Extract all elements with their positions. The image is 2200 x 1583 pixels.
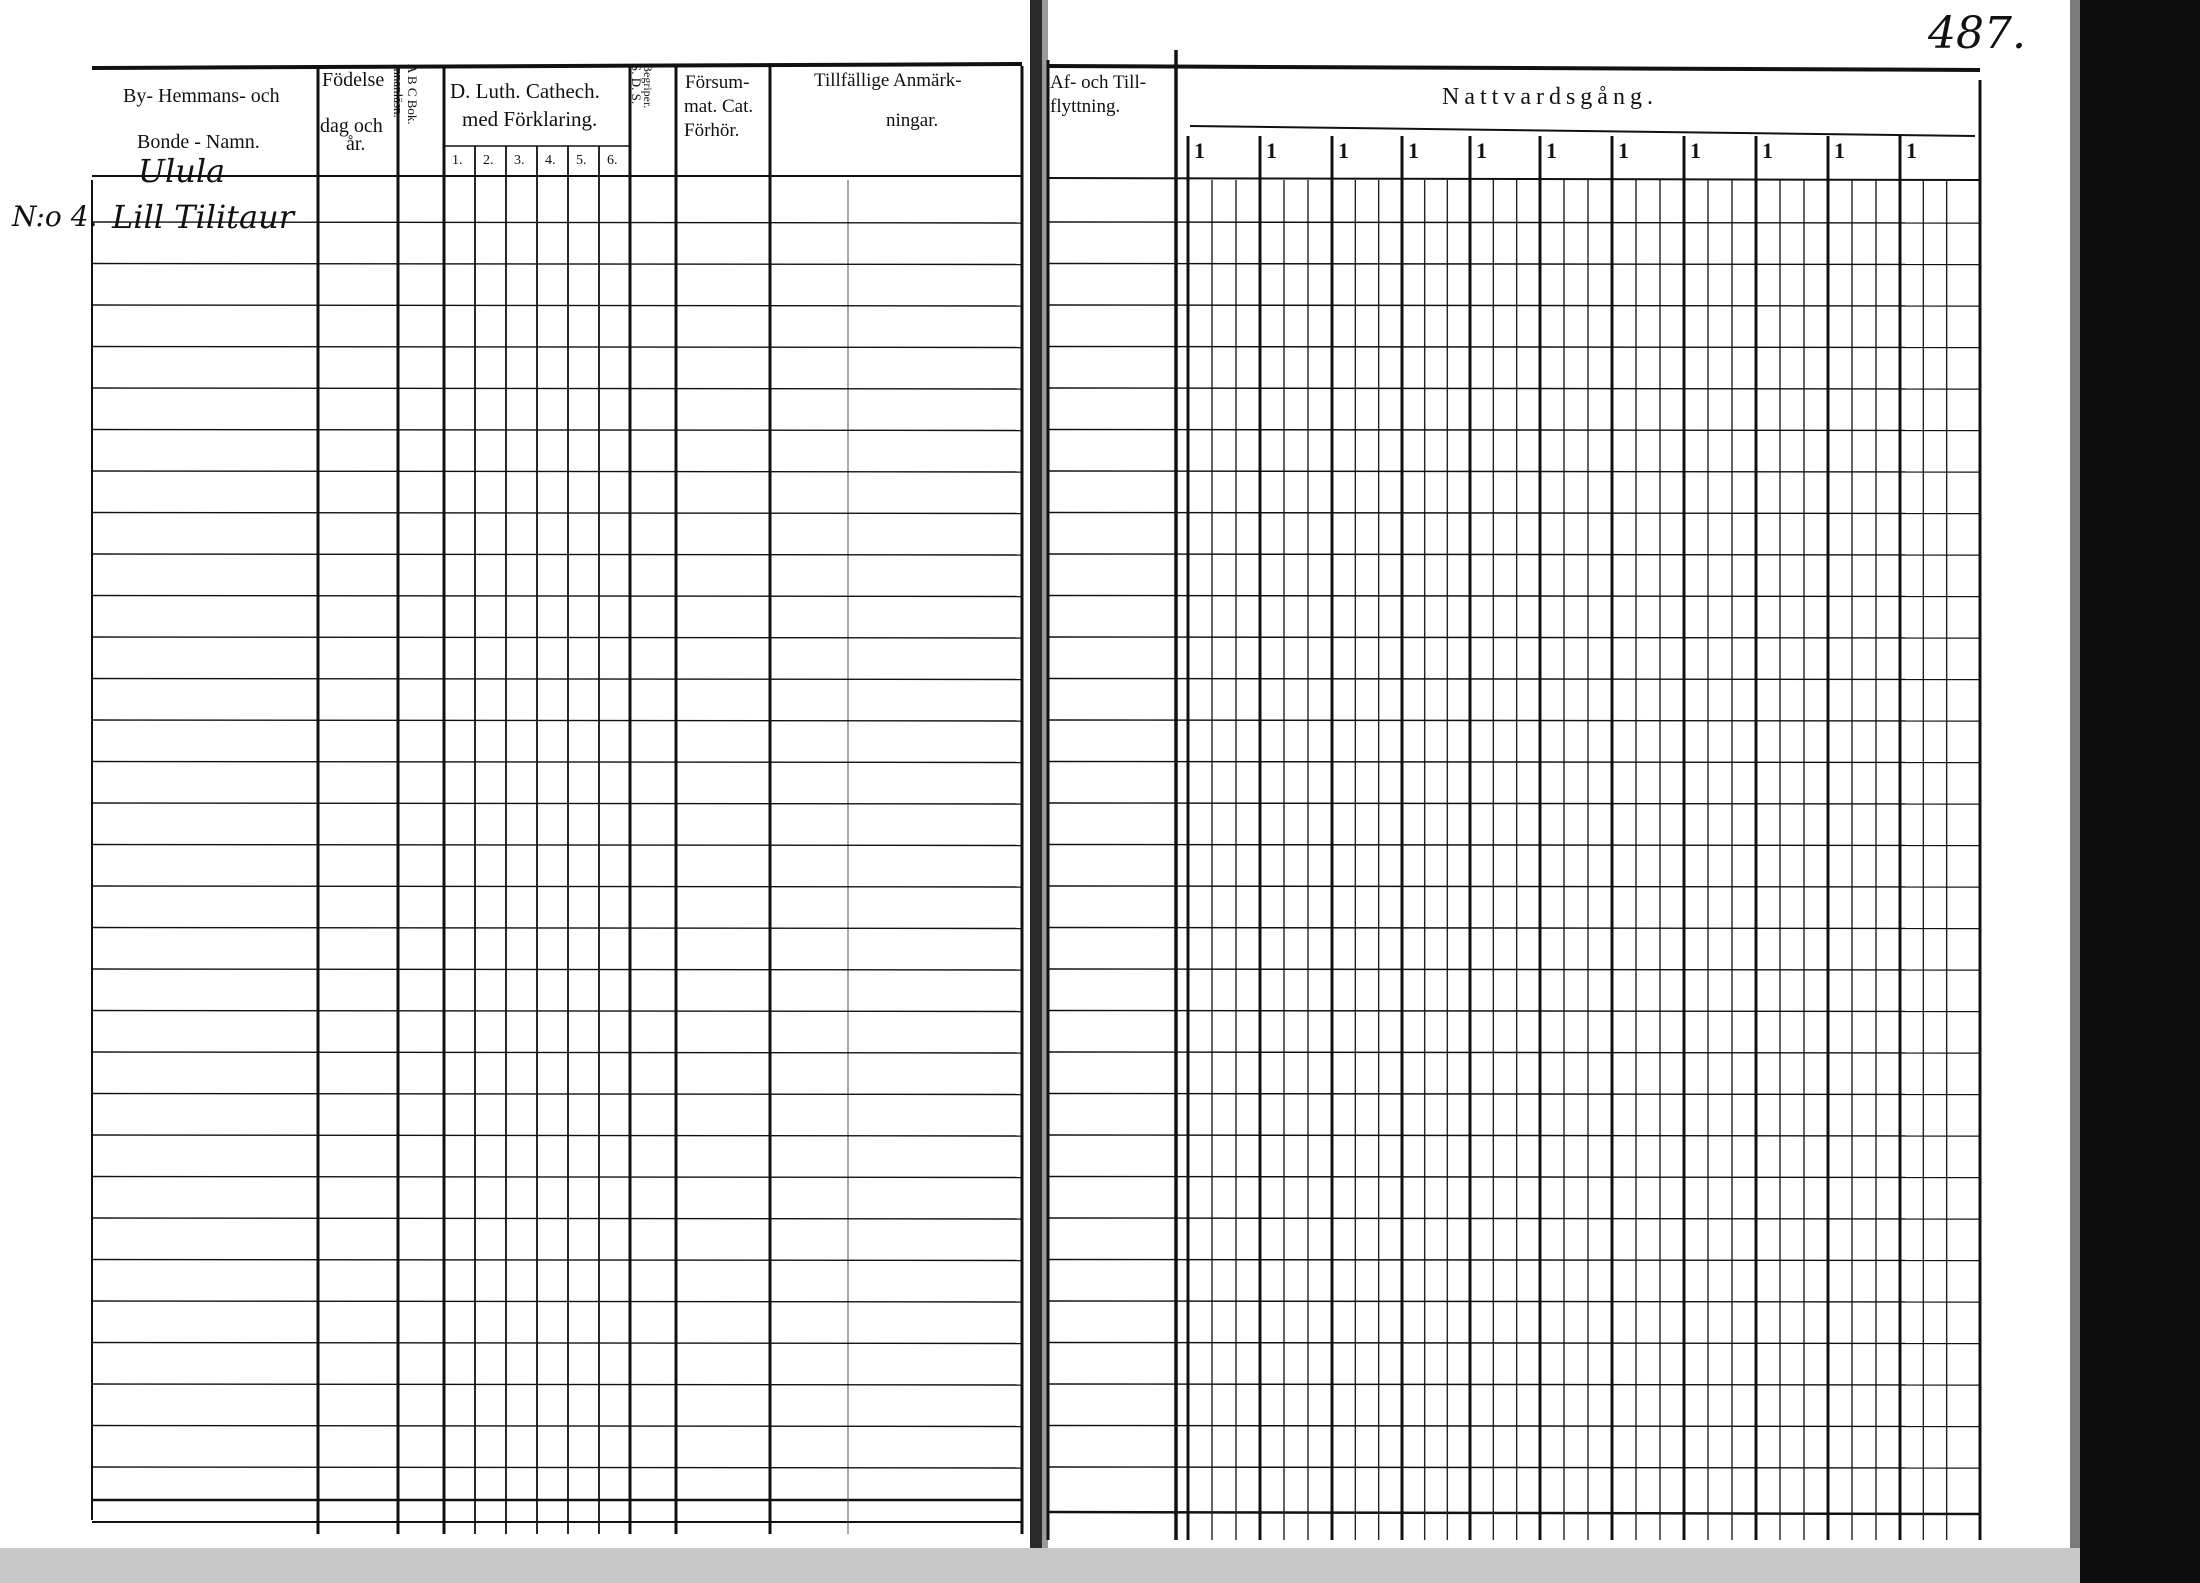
right-row-rule — [1048, 513, 1980, 514]
cathech-col-number: 3. — [514, 153, 525, 168]
header-flyttning-2: flyttning. — [1050, 96, 1121, 117]
right-edge-shadow — [2080, 0, 2200, 1583]
entry-name-1: Ulula — [138, 152, 226, 190]
right-row-rule — [1048, 720, 1980, 721]
left-row-rule — [92, 886, 1022, 887]
header-fodelse-3: år. — [346, 133, 366, 155]
header-abc-2: Innanläsn. — [391, 64, 406, 118]
right-row-rule — [1048, 679, 1980, 680]
left-row-rule — [92, 264, 1022, 265]
header-by-hemmans: By- Hemmans- och — [123, 85, 280, 107]
cathech-col-number: 6. — [607, 153, 618, 168]
nattvard-col-number: 1 — [1690, 138, 1701, 163]
header-cathech-1: D. Luth. Cathech. — [450, 79, 600, 103]
left-row-rule — [92, 969, 1022, 970]
left-row-rule — [92, 928, 1022, 929]
nattvard-col-number: 1 — [1476, 138, 1487, 163]
page-number: 487. — [1928, 8, 2026, 59]
nattvard-col-number: 1 — [1546, 138, 1557, 163]
header-sds-1: S. D. S. — [629, 64, 644, 105]
right-row-rule — [1048, 886, 1980, 887]
nattvard-col-number: 1 — [1194, 138, 1205, 163]
left-row-rule — [92, 471, 1022, 472]
cathech-col-number: 5. — [576, 153, 587, 168]
gutter-shadow — [1030, 0, 1042, 1583]
header-flyttning-1: Af- och Till- — [1050, 72, 1147, 93]
left-row-rule — [92, 347, 1022, 348]
left-row-rule — [92, 720, 1022, 721]
right-row-rule — [1048, 596, 1980, 597]
right-row-rule — [1048, 803, 1980, 804]
right-row-rule — [1048, 928, 1980, 929]
right-row-rule — [1048, 347, 1980, 348]
left-row-rule — [92, 513, 1022, 514]
header-fodelse-2: dag och — [320, 115, 383, 137]
header-tillfallige-1: Tillfällige Anmärk- — [814, 70, 962, 91]
right-row-rule — [1048, 554, 1980, 555]
header-bonde-namn: Bonde - Namn. — [137, 131, 260, 153]
header-fodelse-1: Födelse — [322, 69, 385, 91]
nattvard-col-number: 1 — [1338, 138, 1349, 163]
nattvard-col-number: 1 — [1266, 138, 1277, 163]
left-row-rule — [92, 762, 1022, 763]
right-row-rule — [1048, 1011, 1980, 1012]
header-forsum-3: Förhör. — [684, 120, 740, 141]
cathech-col-number: 1. — [452, 153, 463, 168]
nattvard-col-number: 1 — [1762, 138, 1773, 163]
left-row-rule — [92, 845, 1022, 846]
header-forsum-2: mat. Cat. — [684, 96, 754, 117]
nattvard-col-number: 1 — [1408, 138, 1419, 163]
header-tillfallige-2: ningar. — [886, 110, 939, 131]
cathech-col-number: 2. — [483, 153, 494, 168]
margin-note: N:o 4. — [12, 200, 98, 233]
right-row-rule — [1048, 471, 1980, 472]
left-row-rule — [92, 388, 1022, 389]
right-row-rule — [1048, 637, 1980, 638]
right-row-rule — [1048, 264, 1980, 265]
left-row-rule — [92, 596, 1022, 597]
right-row-rule — [1048, 388, 1980, 389]
header-abc-1: A B C Bok. — [405, 64, 420, 125]
right-row-rule — [1048, 430, 1980, 431]
right-edge-paper-strip — [2070, 0, 2080, 1583]
header-cathech-2: med Förklaring. — [462, 107, 598, 131]
left-row-rule — [92, 803, 1022, 804]
entry-name-2: Lill Tilitaur — [112, 198, 295, 236]
left-row-rule — [92, 554, 1022, 555]
header-sds-2: Begriper. — [641, 64, 655, 109]
nattvard-col-number: 1 — [1618, 138, 1629, 163]
nattvard-col-number: 1 — [1834, 138, 1845, 163]
header-forsum-1: Försum- — [685, 72, 750, 93]
header-nattvard: Nattvardsgång. — [1442, 84, 1658, 110]
left-row-rule — [92, 637, 1022, 638]
nattvard-col-number: 1 — [1906, 138, 1917, 163]
left-row-rule — [92, 430, 1022, 431]
right-row-rule — [1048, 305, 1980, 306]
cathech-col-number: 4. — [545, 153, 556, 168]
bottom-edge-noise — [0, 1548, 2080, 1583]
right-row-rule — [1048, 969, 1980, 970]
right-row-rule — [1048, 762, 1980, 763]
left-row-rule — [92, 1011, 1022, 1012]
right-row-rule — [1048, 845, 1980, 846]
left-page-paper — [0, 0, 1036, 1583]
left-row-rule — [92, 305, 1022, 306]
left-row-rule — [92, 679, 1022, 680]
